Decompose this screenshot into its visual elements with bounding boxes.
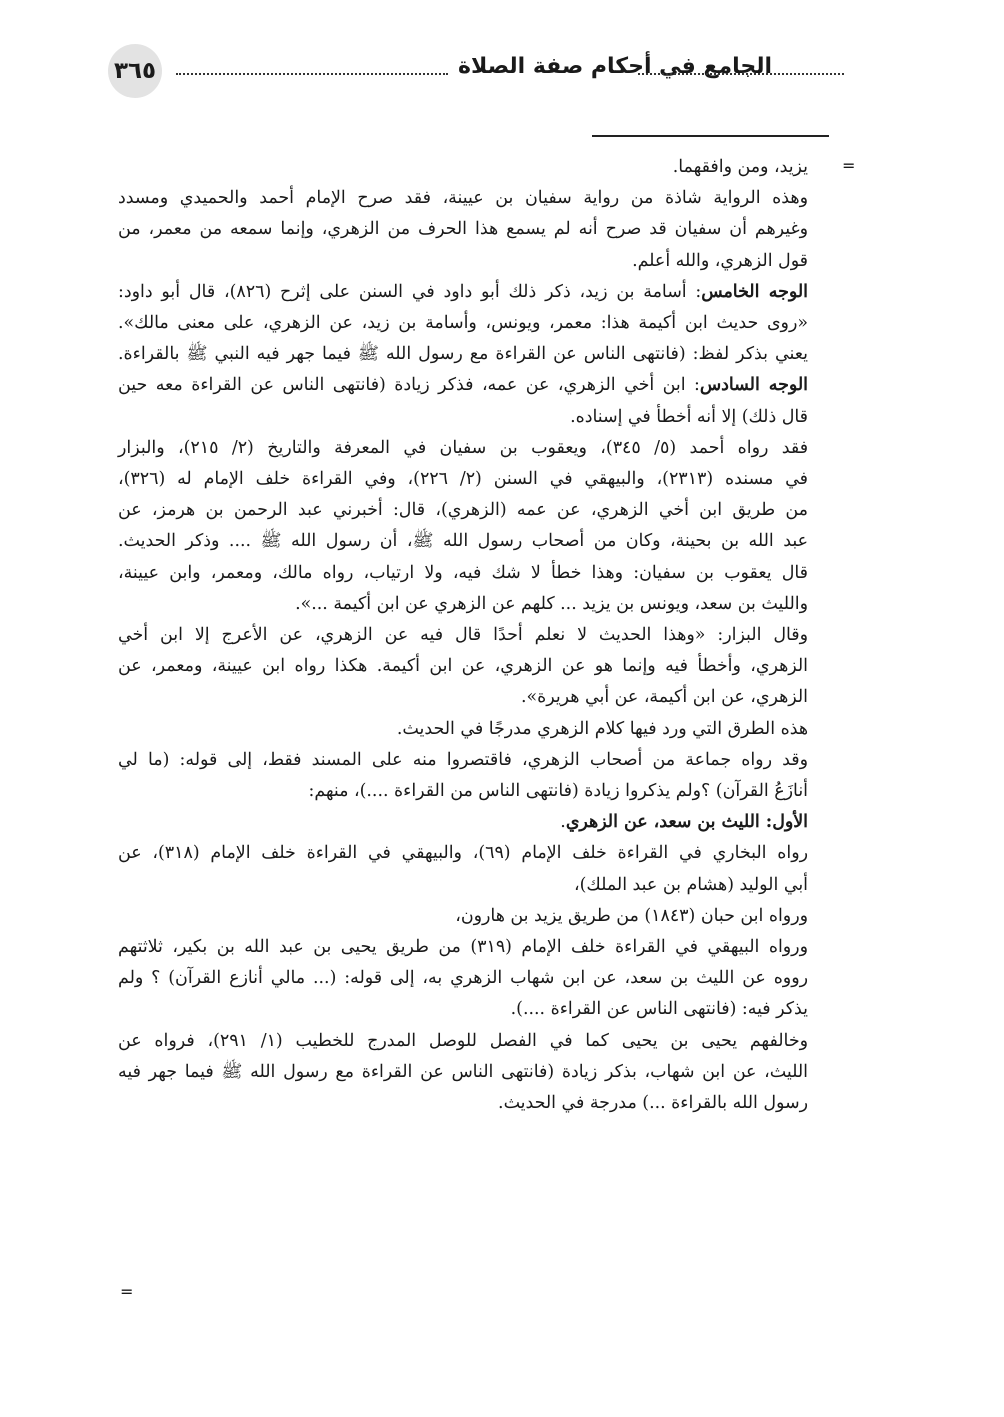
text-line: الزهري، عن ابن أكيمة، عن أبي هريرة».	[520, 687, 808, 708]
text-line: الوجه السادس: ابن أخي الزهري، عن عمه، فذكر زيادة (فانتهى الناس عن القراءة معه حين	[118, 375, 808, 396]
text-line: يذكر فيه: (فانتهى الناس عن القراءة ....).	[510, 999, 808, 1020]
section-heading: الوجه الخامس	[701, 281, 808, 302]
text-line: وغيرهم أن سفيان قد صرح أنه لم يسمع هذا الحرف من الزهري، وإنما سمعه من معمر، من	[118, 219, 808, 240]
page-header	[108, 40, 848, 100]
text-line: يعني بذكر لفظ: (فانتهى الناس عن القراءة مع رسول الله ﷺ فيما جهر فيه النبي ﷺ بالقراءة.	[118, 344, 808, 365]
text-line: من طريق ابن أخي الزهري، عن عمه (الزهري)، قال: أخبرني عبد الرحمن بن هرمز، عن	[118, 500, 808, 521]
book-title: الجامع في أحكام صفة الصلاة	[458, 54, 773, 79]
text-line: رواه البخاري في القراءة خلف الإمام (٦٩)، والبيهقي في القراءة خلف الإمام (٣١٨)، عن	[118, 843, 808, 864]
text-line: قول الزهري، والله أعلم.	[632, 250, 808, 271]
text-line: فقد رواه أحمد (٥/ ٣٤٥)، ويعقوب بن سفيان في المعرفة والتاريخ (٢/ ٢١٥)، والبزار	[118, 437, 809, 458]
text-line: ورواه البيهقي في القراءة خلف الإمام (٣١٩) من طريق يحيى بن عبد الله بن بكير، ثلاثتهم	[118, 937, 808, 958]
footnote-body	[118, 152, 808, 1119]
text-line: أنازَعُ القرآن) ؟ولم يذكروا زيادة (فانتهى الناس من القراءة ....)، منهم:	[308, 781, 808, 802]
text-line: أبي الوليد (هشام بن عبد الملك)،	[574, 874, 808, 895]
text-line: في مسنده (٢٣١٣)، والبيهقي في السنن (٢/ ٢٢٦)، وفي القراءة خلف الإمام له (٣٢٦)،	[118, 469, 808, 490]
text-line: الزهري، وأخطأ فيه وإنما هو عن الزهري، عن ابن أكيمة. هكذا رواه ابن عيينة، ومعمر، عن	[118, 656, 808, 677]
text-line: رسول الله بالقراءة ...) مدرجة في الحديث.	[498, 1093, 808, 1114]
page-number: ٣٦٥	[108, 44, 162, 98]
section-heading: الوجه السادس	[699, 375, 808, 396]
text-line: قال ذلك) إلا أنه أخطأ في إسناده.	[570, 406, 808, 427]
text-line: والليث بن سعد، ويونس بن يزيد ... كلهم عن الزهري عن ابن أكيمة ...».	[295, 593, 808, 614]
text-line: الليث، عن ابن شهاب، بذكر زيادة (فانتهى الناس عن القراءة مع رسول الله ﷺ فيما جهر فيه	[118, 1061, 808, 1082]
text-line: وخالفهم يحيى بن يحيى كما في الفصل للوصل المدرج للخطيب (١/ ٢٩١)، فرواه عن	[118, 1030, 808, 1051]
text-line: هذه الطرق التي ورد فيها كلام الزهري مدرجًا في الحديث.	[396, 718, 808, 739]
section-heading: الأول: الليث بن سعد، عن الزهري	[565, 812, 808, 833]
text-line: وقد رواه جماعة من أصحاب الزهري، فاقتصروا منه على المسند فقط، إلى قوله: (ما لي	[118, 749, 808, 770]
text-line: رووه عن الليث بن سعد، عن ابن شهاب الزهري به، إلى قوله: (... مالي أنازع القرآن) ؟ ولم	[118, 968, 808, 989]
header-dotted-leader-right	[638, 73, 844, 75]
text-line: عبد الله بن بحينة، وكان من أصحاب رسول الله ﷺ، أن رسول الله ﷺ .... وذكر الحديث.	[118, 531, 808, 552]
text-line: قال يعقوب بن سفيان: وهذا خطأ لا شك فيه، ولا ارتياب، رواه مالك، ومعمر، وابن عيينة،	[118, 562, 808, 583]
footnote-separator-rule	[592, 135, 829, 137]
continuation-mark-bottom: =	[120, 1282, 134, 1301]
text-line: وقال البزار: «وهذا الحديث لا نعلم أحدًا قال فيه عن الزهري، عن الأعرج إلا ابن أخي	[118, 625, 808, 646]
text-line: الوجه الخامس: أسامة بن زيد، ذكر ذلك أبو داود في السنن على إثرح (٨٢٦)، قال أبو داود:	[118, 281, 808, 302]
text-line: يزيد، ومن وافقهما.	[672, 157, 808, 177]
text-line: الأول: الليث بن سعد، عن الزهري.	[560, 812, 808, 833]
text-line: ورواه ابن حبان (١٨٤٣) من طريق يزيد بن هارون،	[455, 905, 808, 926]
continuation-mark-top: =	[842, 156, 856, 175]
text-line: «روى حديث ابن أكيمة هذا: معمر، ويونس، وأسامة بن زيد، عن الزهري، على معنى مالك».	[118, 313, 808, 334]
header-dotted-leader-left	[176, 73, 448, 75]
text-line: وهذه الرواية شاذة من رواية سفيان بن عيينة، فقد صرح الإمام أحمد والحميدي ومسدد	[118, 188, 808, 209]
